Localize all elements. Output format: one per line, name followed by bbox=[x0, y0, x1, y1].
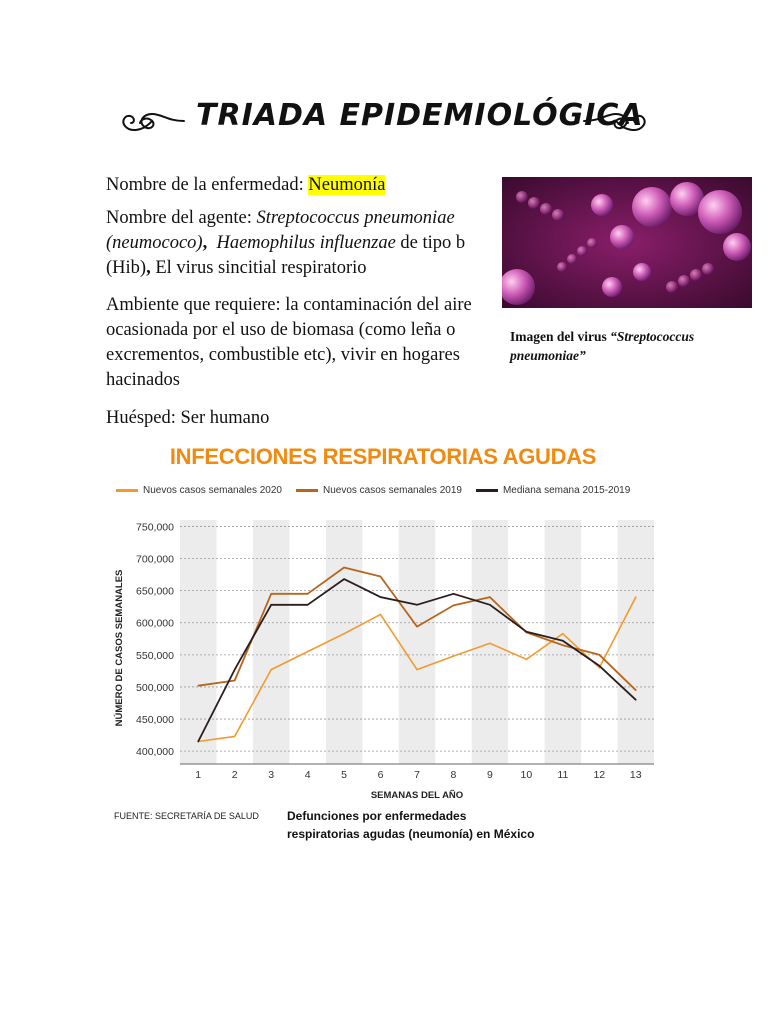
series-line-2020-point bbox=[380, 614, 382, 616]
agent-separator-2: , bbox=[146, 258, 151, 278]
chart-band bbox=[618, 520, 654, 764]
series-line-2019-point bbox=[307, 593, 309, 595]
title-row bbox=[118, 96, 648, 146]
series-line-median-point bbox=[343, 578, 345, 580]
environment-paragraph bbox=[106, 293, 486, 393]
chart-x-label: SEMANAS DEL AÑO bbox=[370, 790, 464, 801]
series-line-2019-point bbox=[562, 644, 564, 646]
respiratory-infections-chart bbox=[106, 440, 660, 822]
chart-source: FUENTE: SECRETARÍA DE SALUD bbox=[114, 811, 259, 821]
agent-name-1-alt: (neumococo) bbox=[106, 233, 203, 253]
chart-title: INFECCIONES RESPIRATORIAS AGUDAS bbox=[169, 444, 597, 469]
chart-plot-area bbox=[106, 508, 660, 804]
chart-xtick-label: 1 bbox=[195, 769, 202, 781]
host-line bbox=[106, 406, 269, 431]
series-line-median-point bbox=[197, 741, 199, 743]
series-line-2019-point bbox=[343, 567, 345, 569]
series-line-2019-point bbox=[416, 626, 418, 628]
series-line-2019-point bbox=[380, 576, 382, 578]
chart-band bbox=[180, 520, 216, 764]
chart-xtick-label: 9 bbox=[487, 769, 493, 781]
chart-band bbox=[472, 520, 508, 764]
chart-band bbox=[326, 520, 362, 764]
agent-rest: El virus sincitial respiratorio bbox=[155, 258, 367, 278]
image-caption-name: “Streptococcus pneumoniae” bbox=[510, 329, 695, 363]
agent-separator-1: , bbox=[202, 233, 208, 253]
legend-label-2020: Nuevos casos semanales 2020 bbox=[143, 485, 282, 496]
chart-xtick-label: 13 bbox=[629, 769, 642, 781]
series-line-2020-point bbox=[307, 651, 309, 653]
chart-ytick-label: 650,000 bbox=[136, 585, 174, 598]
legend-swatch-2020 bbox=[116, 489, 138, 492]
right-swirl-ornament-icon bbox=[580, 104, 650, 138]
disease-line bbox=[106, 173, 385, 198]
series-line-median-point bbox=[416, 604, 418, 606]
series-line-2019-point bbox=[234, 680, 236, 682]
chart-xtick-label: 10 bbox=[520, 769, 533, 781]
series-line-2020-point bbox=[270, 669, 272, 671]
series-line-median-point bbox=[599, 665, 601, 667]
series-line-2020-point bbox=[234, 736, 236, 738]
chart-ytick-label: 750,000 bbox=[136, 521, 174, 534]
chart-xtick-label: 4 bbox=[304, 769, 311, 781]
series-line-2020-point bbox=[526, 659, 528, 661]
series-line-median-point bbox=[526, 631, 528, 633]
chart-xtick-label: 3 bbox=[268, 769, 275, 781]
series-line-median-point bbox=[562, 640, 564, 642]
series-line-median-point bbox=[380, 596, 382, 598]
chart-ytick-label: 400,000 bbox=[136, 746, 174, 759]
series-line-2019-point bbox=[635, 689, 637, 691]
series-line-median-point bbox=[489, 604, 491, 606]
series-line-2019-point bbox=[489, 596, 491, 598]
host-value: Ser humano bbox=[180, 408, 270, 428]
host-label: Huésped: bbox=[106, 408, 176, 428]
environment-label: Ambiente que requiere: bbox=[106, 295, 281, 315]
series-line-median-point bbox=[270, 604, 272, 606]
series-line-2020-point bbox=[343, 633, 345, 635]
figure-caption bbox=[287, 807, 587, 843]
chart-y-label: NÚMERO DE CASOS SEMANALES bbox=[114, 569, 125, 727]
image-caption bbox=[510, 327, 740, 365]
legend-label-median: Mediana semana 2015-2019 bbox=[502, 485, 631, 496]
series-line-2020-point bbox=[489, 642, 491, 644]
chart-ytick-label: 700,000 bbox=[136, 553, 174, 566]
legend-swatch-2019 bbox=[296, 489, 318, 492]
legend-item-median bbox=[476, 485, 630, 496]
chart-xtick-label: 5 bbox=[341, 769, 347, 781]
chart-legend bbox=[116, 485, 630, 496]
environment-text: la contaminación del aire ocasionada por el uso de biomasa (como leña o excrementos, combustible etc), vivir en hogares hacinados bbox=[106, 295, 472, 390]
chart-ytick-label: 550,000 bbox=[136, 649, 174, 662]
disease-label: Nombre de la enfermedad: bbox=[106, 175, 304, 195]
chart-xtick-label: 12 bbox=[593, 769, 606, 781]
series-line-2020-point bbox=[453, 655, 455, 657]
series-line-2019-point bbox=[599, 654, 601, 656]
series-line-2020-point bbox=[416, 669, 418, 671]
chart-ytick-label: 500,000 bbox=[136, 681, 174, 694]
chart-band bbox=[399, 520, 435, 764]
chart-ytick-label: 600,000 bbox=[136, 617, 174, 630]
legend-item-2019 bbox=[296, 485, 462, 496]
streptococcus-image bbox=[502, 177, 752, 308]
chart-xtick-label: 6 bbox=[377, 769, 384, 781]
legend-swatch-median bbox=[476, 489, 498, 492]
disease-value: Neumonía bbox=[308, 175, 386, 195]
series-line-median-point bbox=[307, 604, 309, 606]
agent-label: Nombre del agente: bbox=[106, 208, 252, 228]
page-title: TRIADA EPIDEMIOLÓGICA bbox=[196, 98, 644, 133]
agent-name-1: Streptococcus pneumoniae bbox=[256, 208, 455, 228]
series-line-median-point bbox=[635, 699, 637, 701]
chart-xtick-label: 8 bbox=[450, 769, 457, 781]
series-line-2020-point bbox=[635, 596, 637, 598]
image-caption-prefix: Imagen del virus bbox=[510, 329, 607, 344]
legend-item-2020 bbox=[116, 485, 282, 496]
series-line-median-point bbox=[453, 593, 455, 595]
series-line-median-point bbox=[234, 669, 236, 671]
series-line-2020-point bbox=[562, 633, 564, 635]
series-line-2019-point bbox=[270, 593, 272, 595]
series-line-2019-point bbox=[453, 605, 455, 607]
agent-name-2: Haemophilus influenzae bbox=[216, 233, 396, 253]
chart-xtick-label: 7 bbox=[414, 769, 420, 781]
chart-xtick-label: 11 bbox=[557, 769, 569, 781]
figure-caption-line-2: respiratorias agudas (neumonía) en México bbox=[287, 827, 535, 841]
legend-label-2019: Nuevos casos semanales 2019 bbox=[322, 485, 462, 496]
chart-band bbox=[253, 520, 289, 764]
agent-paragraph bbox=[106, 206, 491, 281]
figure-caption-line-1: Defunciones por enfermedades bbox=[287, 809, 467, 823]
chart-ytick-label: 450,000 bbox=[136, 714, 174, 727]
chart-xtick-label: 2 bbox=[231, 769, 238, 781]
left-swirl-ornament-icon bbox=[118, 104, 188, 138]
agent-name-2-suffix: de tipo b (Hib) bbox=[106, 233, 466, 278]
series-line-2019-point bbox=[197, 685, 199, 687]
